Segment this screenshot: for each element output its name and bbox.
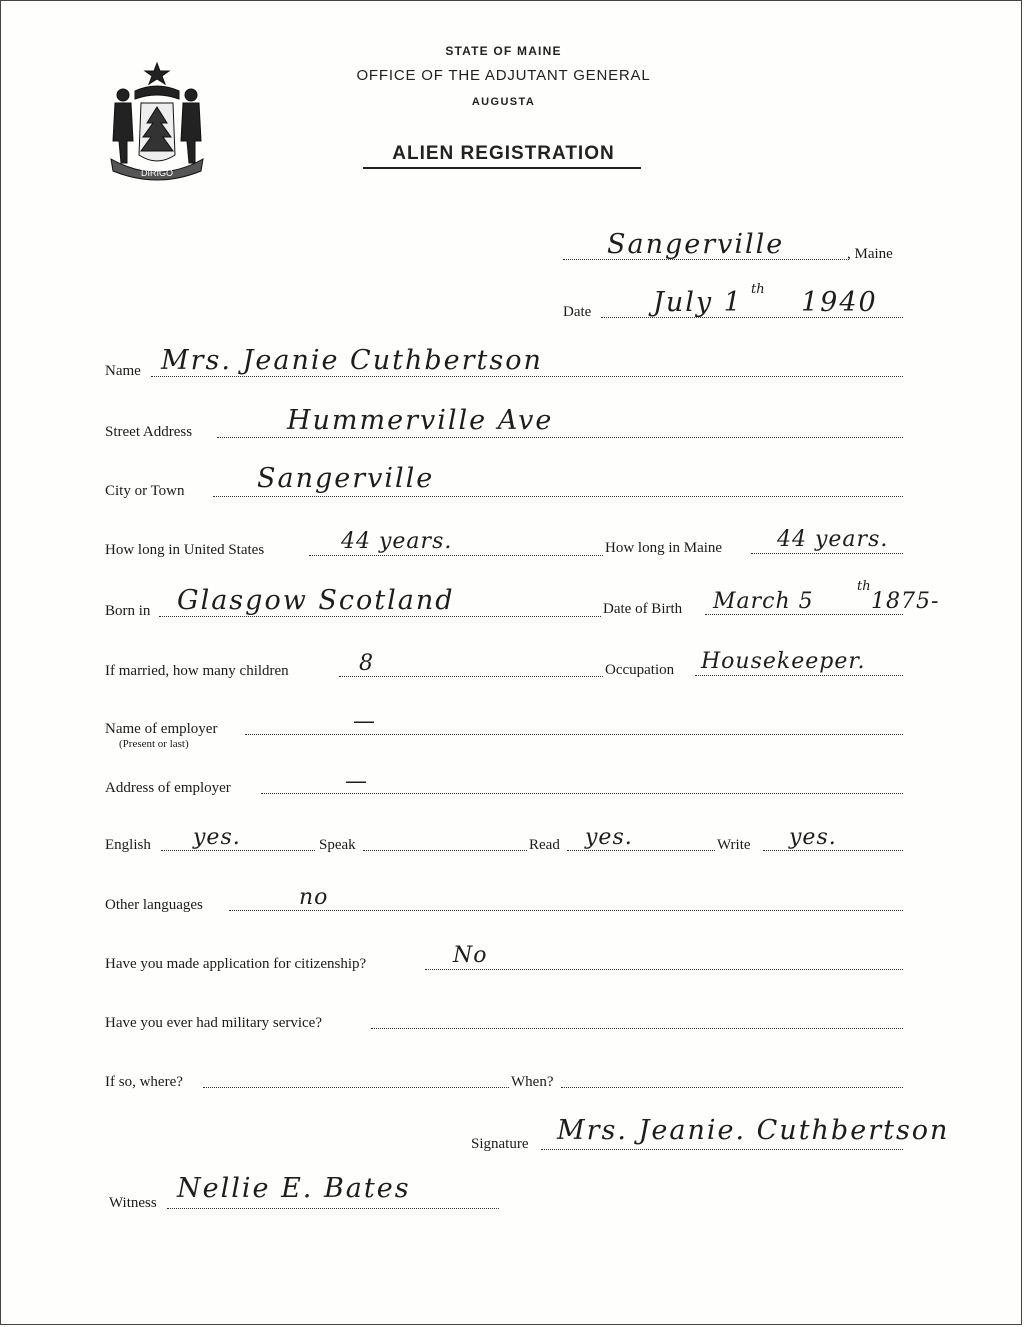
date-of-birth-line: [705, 614, 903, 615]
date-suffix: th: [751, 282, 765, 297]
witness-line: [167, 1208, 499, 1209]
born-in-label: Born in: [105, 603, 151, 619]
title-underline: [363, 167, 641, 169]
date-value: July 1: [653, 287, 743, 318]
svg-text:DIRIGO: DIRIGO: [140, 168, 174, 178]
witness-label: Witness: [109, 1195, 157, 1211]
born-in-value: Glasgow Scotland: [177, 585, 455, 616]
street-address-label: Street Address: [105, 424, 193, 440]
form-title: ALIEN REGISTRATION: [392, 143, 615, 164]
other-languages-line: [229, 910, 903, 911]
military-line: [371, 1028, 903, 1029]
street-address-value: Hummerville Ave: [287, 405, 554, 436]
english-label: English: [105, 837, 151, 853]
children-label: If married, how many children: [105, 663, 289, 679]
citizenship-value: No: [453, 943, 488, 968]
name-value: Mrs. Jeanie Cuthbertson: [161, 345, 543, 376]
how-long-us-line: [309, 555, 603, 556]
write-value: yes.: [789, 825, 837, 850]
read-line: [567, 850, 715, 851]
city-line: [213, 496, 903, 497]
employer-name-value: —: [353, 709, 376, 734]
when-line: [561, 1087, 903, 1088]
maine-label: , Maine: [847, 246, 893, 262]
town-value: Sangerville: [607, 229, 785, 260]
date-label: Date: [563, 304, 592, 320]
where-line: [203, 1087, 509, 1088]
occupation-label: Occupation: [605, 662, 675, 678]
how-long-maine-value: 44 years.: [777, 527, 889, 552]
date-of-birth-value: March 5: [713, 589, 814, 614]
header-office: OFFICE OF THE ADJUTANT GENERAL: [356, 67, 651, 84]
name-line: [151, 376, 903, 377]
children-line: [339, 676, 603, 677]
english-line: [161, 850, 315, 851]
where-label: If so, where?: [105, 1074, 183, 1090]
street-address-line: [217, 437, 903, 438]
employer-name-line: [245, 734, 903, 735]
signature-label: Signature: [471, 1136, 529, 1152]
speak-line: [363, 850, 527, 851]
how-long-us-value: 44 years.: [341, 529, 453, 554]
employer-address-value: —: [345, 769, 368, 794]
employer-name-label: Name of employer: [105, 721, 218, 737]
citizenship-line: [425, 969, 903, 970]
other-languages-value: no: [299, 885, 329, 910]
date-year: 1940: [801, 287, 878, 318]
header-state: STATE OF MAINE: [445, 44, 562, 58]
english-value: yes.: [193, 825, 241, 850]
city-value: Sangerville: [257, 463, 435, 494]
citizenship-label: Have you made application for citizenship?: [105, 956, 367, 972]
how-long-maine-label: How long in Maine: [605, 540, 723, 556]
how-long-us-label: How long in United States: [105, 542, 265, 558]
signature-value: Mrs. Jeanie. Cuthbertson: [557, 1115, 950, 1146]
write-line: [763, 850, 903, 851]
employer-address-label: Address of employer: [105, 780, 231, 796]
how-long-maine-line: [751, 553, 903, 554]
children-value: 8: [359, 651, 374, 676]
city-label: City or Town: [105, 483, 185, 499]
name-label: Name: [105, 363, 141, 379]
born-in-line: [159, 616, 601, 617]
speak-label: Speak: [319, 837, 356, 853]
occupation-value: Housekeeper.: [701, 649, 866, 674]
dob-year: 1875-: [871, 589, 940, 614]
when-label: When?: [511, 1074, 554, 1090]
date-of-birth-label: Date of Birth: [603, 601, 683, 617]
military-label: Have you ever had military service?: [105, 1015, 322, 1031]
write-label: Write: [717, 837, 751, 853]
read-value: yes.: [585, 825, 633, 850]
occupation-line: [695, 675, 903, 676]
dob-suffix: th: [857, 579, 871, 594]
header-city: AUGUSTA: [471, 96, 536, 108]
signature-line: [541, 1149, 903, 1150]
witness-value: Nellie E. Bates: [177, 1173, 411, 1204]
other-languages-label: Other languages: [105, 897, 203, 913]
read-label: Read: [529, 837, 560, 853]
employer-note: (Present or last): [119, 738, 189, 750]
